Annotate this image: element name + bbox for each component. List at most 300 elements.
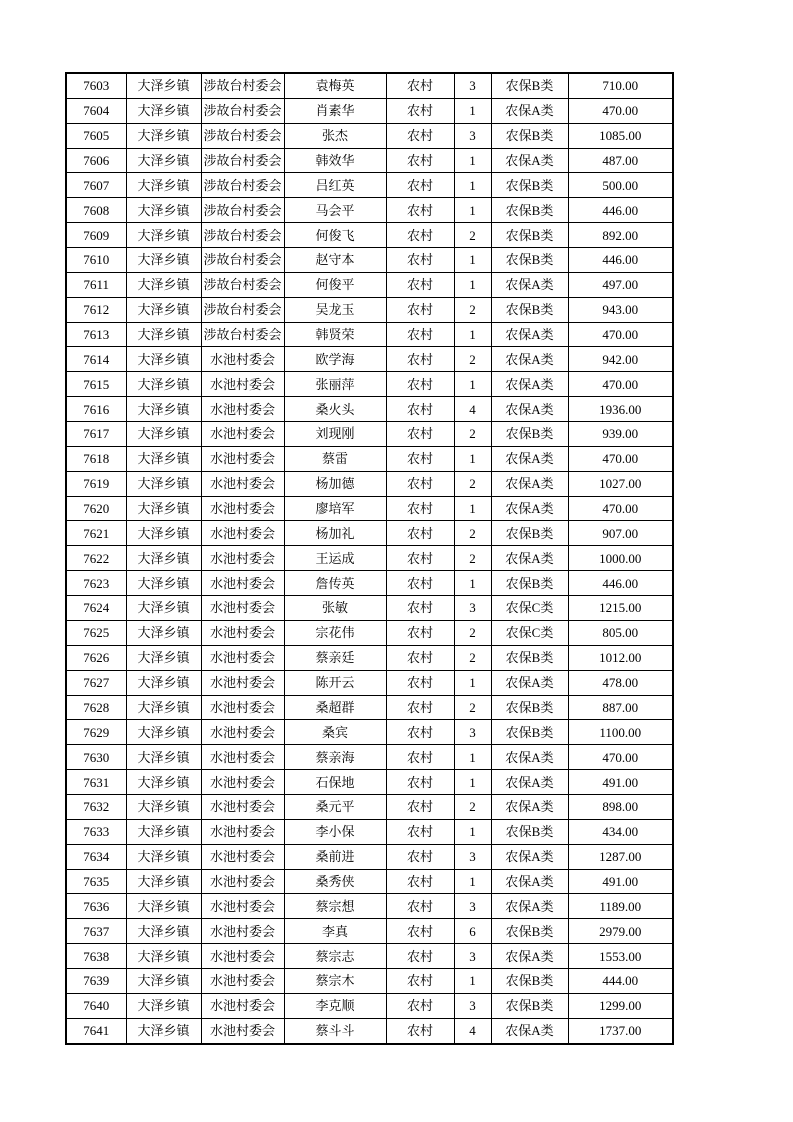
cell-name: 蔡宗志 — [284, 944, 386, 969]
cell-town: 大泽乡镇 — [126, 272, 201, 297]
cell-name: 张敏 — [284, 596, 386, 621]
cell-id: 7613 — [66, 322, 126, 347]
cell-id: 7625 — [66, 620, 126, 645]
cell-type: 农村 — [386, 695, 454, 720]
cell-count: 2 — [454, 620, 491, 645]
cell-category: 农保A类 — [491, 1018, 568, 1044]
cell-type: 农村 — [386, 248, 454, 273]
cell-village: 水池村委会 — [201, 720, 284, 745]
cell-town: 大泽乡镇 — [126, 148, 201, 173]
cell-id: 7612 — [66, 297, 126, 322]
cell-amount: 446.00 — [568, 198, 673, 223]
cell-type: 农村 — [386, 770, 454, 795]
cell-count: 1 — [454, 869, 491, 894]
cell-count: 1 — [454, 98, 491, 123]
cell-town: 大泽乡镇 — [126, 98, 201, 123]
cell-town: 大泽乡镇 — [126, 571, 201, 596]
table-row — [66, 446, 673, 471]
cell-category: 农保A类 — [491, 745, 568, 770]
table-body — [66, 73, 673, 1044]
cell-village: 水池村委会 — [201, 695, 284, 720]
cell-count: 1 — [454, 670, 491, 695]
cell-town: 大泽乡镇 — [126, 471, 201, 496]
cell-amount: 491.00 — [568, 770, 673, 795]
table-row — [66, 322, 673, 347]
cell-town: 大泽乡镇 — [126, 1018, 201, 1044]
cell-type: 农村 — [386, 596, 454, 621]
cell-id: 7624 — [66, 596, 126, 621]
table-row — [66, 645, 673, 670]
cell-town: 大泽乡镇 — [126, 620, 201, 645]
cell-count: 1 — [454, 446, 491, 471]
cell-type: 农村 — [386, 471, 454, 496]
cell-type: 农村 — [386, 968, 454, 993]
cell-town: 大泽乡镇 — [126, 819, 201, 844]
cell-town: 大泽乡镇 — [126, 968, 201, 993]
cell-village: 水池村委会 — [201, 571, 284, 596]
cell-name: 李真 — [284, 919, 386, 944]
cell-category: 农保B类 — [491, 297, 568, 322]
cell-type: 农村 — [386, 819, 454, 844]
cell-town: 大泽乡镇 — [126, 993, 201, 1018]
cell-name: 杨加礼 — [284, 521, 386, 546]
cell-amount: 943.00 — [568, 297, 673, 322]
cell-amount: 2979.00 — [568, 919, 673, 944]
cell-name: 何俊平 — [284, 272, 386, 297]
cell-amount: 470.00 — [568, 322, 673, 347]
cell-village: 水池村委会 — [201, 745, 284, 770]
cell-village: 涉故台村委会 — [201, 223, 284, 248]
cell-count: 3 — [454, 720, 491, 745]
cell-type: 农村 — [386, 869, 454, 894]
cell-category: 农保B类 — [491, 521, 568, 546]
cell-category: 农保A类 — [491, 471, 568, 496]
cell-village: 水池村委会 — [201, 770, 284, 795]
cell-amount: 1215.00 — [568, 596, 673, 621]
cell-name: 马会平 — [284, 198, 386, 223]
cell-town: 大泽乡镇 — [126, 297, 201, 322]
cell-village: 水池村委会 — [201, 521, 284, 546]
cell-name: 李小保 — [284, 819, 386, 844]
cell-town: 大泽乡镇 — [126, 546, 201, 571]
cell-name: 詹传英 — [284, 571, 386, 596]
cell-village: 涉故台村委会 — [201, 322, 284, 347]
table-row — [66, 670, 673, 695]
cell-name: 桑元平 — [284, 794, 386, 819]
cell-village: 水池村委会 — [201, 372, 284, 397]
cell-type: 农村 — [386, 173, 454, 198]
cell-type: 农村 — [386, 571, 454, 596]
table-row — [66, 546, 673, 571]
cell-category: 农保A类 — [491, 794, 568, 819]
cell-category: 农保C类 — [491, 596, 568, 621]
cell-amount: 434.00 — [568, 819, 673, 844]
cell-id: 7615 — [66, 372, 126, 397]
cell-name: 欧学海 — [284, 347, 386, 372]
cell-type: 农村 — [386, 397, 454, 422]
cell-type: 农村 — [386, 496, 454, 521]
cell-amount: 491.00 — [568, 869, 673, 894]
cell-id: 7606 — [66, 148, 126, 173]
cell-village: 水池村委会 — [201, 496, 284, 521]
table-row — [66, 993, 673, 1018]
cell-village: 水池村委会 — [201, 347, 284, 372]
cell-count: 3 — [454, 993, 491, 1018]
table-row — [66, 471, 673, 496]
cell-village: 水池村委会 — [201, 1018, 284, 1044]
cell-count: 4 — [454, 1018, 491, 1044]
cell-town: 大泽乡镇 — [126, 422, 201, 447]
cell-category: 农保A类 — [491, 894, 568, 919]
table-row — [66, 944, 673, 969]
cell-id: 7605 — [66, 123, 126, 148]
cell-count: 2 — [454, 223, 491, 248]
table-row — [66, 198, 673, 223]
table-row — [66, 745, 673, 770]
cell-type: 农村 — [386, 372, 454, 397]
cell-village: 涉故台村委会 — [201, 73, 284, 98]
cell-amount: 470.00 — [568, 496, 673, 521]
cell-name: 蔡宗木 — [284, 968, 386, 993]
cell-town: 大泽乡镇 — [126, 446, 201, 471]
cell-name: 何俊飞 — [284, 223, 386, 248]
cell-id: 7638 — [66, 944, 126, 969]
cell-amount: 470.00 — [568, 372, 673, 397]
cell-village: 涉故台村委会 — [201, 173, 284, 198]
cell-amount: 478.00 — [568, 670, 673, 695]
cell-category: 农保B类 — [491, 73, 568, 98]
cell-category: 农保B类 — [491, 645, 568, 670]
cell-category: 农保B类 — [491, 695, 568, 720]
cell-village: 水池村委会 — [201, 944, 284, 969]
cell-village: 水池村委会 — [201, 422, 284, 447]
cell-category: 农保A类 — [491, 944, 568, 969]
cell-town: 大泽乡镇 — [126, 919, 201, 944]
cell-amount: 1189.00 — [568, 894, 673, 919]
cell-id: 7628 — [66, 695, 126, 720]
cell-name: 张杰 — [284, 123, 386, 148]
cell-name: 蔡雷 — [284, 446, 386, 471]
cell-name: 张丽萍 — [284, 372, 386, 397]
cell-village: 水池村委会 — [201, 670, 284, 695]
cell-count: 1 — [454, 745, 491, 770]
cell-count: 2 — [454, 422, 491, 447]
cell-type: 农村 — [386, 123, 454, 148]
cell-category: 农保A类 — [491, 770, 568, 795]
cell-town: 大泽乡镇 — [126, 322, 201, 347]
cell-id: 7623 — [66, 571, 126, 596]
cell-name: 王运成 — [284, 546, 386, 571]
cell-count: 3 — [454, 123, 491, 148]
cell-count: 1 — [454, 372, 491, 397]
cell-id: 7614 — [66, 347, 126, 372]
cell-name: 蔡亲海 — [284, 745, 386, 770]
table-row — [66, 422, 673, 447]
cell-village: 水池村委会 — [201, 869, 284, 894]
cell-name: 蔡亲廷 — [284, 645, 386, 670]
cell-town: 大泽乡镇 — [126, 869, 201, 894]
cell-village: 涉故台村委会 — [201, 297, 284, 322]
cell-name: 吕红英 — [284, 173, 386, 198]
cell-name: 桑火头 — [284, 397, 386, 422]
cell-amount: 446.00 — [568, 248, 673, 273]
cell-id: 7621 — [66, 521, 126, 546]
cell-category: 农保A类 — [491, 397, 568, 422]
table-row — [66, 844, 673, 869]
cell-type: 农村 — [386, 521, 454, 546]
cell-town: 大泽乡镇 — [126, 496, 201, 521]
cell-id: 7630 — [66, 745, 126, 770]
cell-type: 农村 — [386, 297, 454, 322]
cell-village: 水池村委会 — [201, 596, 284, 621]
table-row — [66, 347, 673, 372]
cell-count: 2 — [454, 471, 491, 496]
cell-name: 石保地 — [284, 770, 386, 795]
cell-count: 2 — [454, 521, 491, 546]
cell-type: 农村 — [386, 422, 454, 447]
cell-type: 农村 — [386, 272, 454, 297]
cell-amount: 1299.00 — [568, 993, 673, 1018]
cell-type: 农村 — [386, 745, 454, 770]
cell-name: 刘现刚 — [284, 422, 386, 447]
cell-amount: 500.00 — [568, 173, 673, 198]
cell-count: 3 — [454, 73, 491, 98]
cell-type: 农村 — [386, 620, 454, 645]
cell-count: 6 — [454, 919, 491, 944]
cell-category: 农保B类 — [491, 173, 568, 198]
cell-type: 农村 — [386, 446, 454, 471]
cell-village: 水池村委会 — [201, 844, 284, 869]
cell-name: 桑秀侠 — [284, 869, 386, 894]
cell-name: 蔡斗斗 — [284, 1018, 386, 1044]
cell-category: 农保A类 — [491, 272, 568, 297]
table-row — [66, 620, 673, 645]
cell-village: 水池村委会 — [201, 620, 284, 645]
cell-town: 大泽乡镇 — [126, 123, 201, 148]
cell-name: 桑超群 — [284, 695, 386, 720]
cell-amount: 939.00 — [568, 422, 673, 447]
cell-count: 1 — [454, 819, 491, 844]
cell-category: 农保A类 — [491, 496, 568, 521]
cell-town: 大泽乡镇 — [126, 670, 201, 695]
cell-id: 7610 — [66, 248, 126, 273]
table-row — [66, 98, 673, 123]
cell-town: 大泽乡镇 — [126, 347, 201, 372]
cell-id: 7603 — [66, 73, 126, 98]
cell-id: 7633 — [66, 819, 126, 844]
cell-name: 杨加德 — [284, 471, 386, 496]
cell-town: 大泽乡镇 — [126, 695, 201, 720]
cell-town: 大泽乡镇 — [126, 198, 201, 223]
cell-category: 农保B类 — [491, 422, 568, 447]
cell-count: 4 — [454, 397, 491, 422]
table-row — [66, 223, 673, 248]
cell-count: 1 — [454, 968, 491, 993]
cell-village: 涉故台村委会 — [201, 123, 284, 148]
cell-town: 大泽乡镇 — [126, 73, 201, 98]
cell-category: 农保B类 — [491, 198, 568, 223]
cell-id: 7627 — [66, 670, 126, 695]
cell-category: 农保A类 — [491, 446, 568, 471]
cell-category: 农保A类 — [491, 98, 568, 123]
cell-count: 1 — [454, 248, 491, 273]
table-row — [66, 571, 673, 596]
cell-name: 韩贤荣 — [284, 322, 386, 347]
cell-id: 7626 — [66, 645, 126, 670]
cell-id: 7618 — [66, 446, 126, 471]
cell-count: 2 — [454, 794, 491, 819]
table-row — [66, 720, 673, 745]
cell-village: 水池村委会 — [201, 894, 284, 919]
cell-id: 7637 — [66, 919, 126, 944]
cell-name: 蔡宗想 — [284, 894, 386, 919]
cell-town: 大泽乡镇 — [126, 248, 201, 273]
cell-village: 水池村委会 — [201, 968, 284, 993]
cell-category: 农保B类 — [491, 571, 568, 596]
cell-id: 7622 — [66, 546, 126, 571]
cell-count: 1 — [454, 272, 491, 297]
cell-count: 2 — [454, 645, 491, 670]
cell-category: 农保A类 — [491, 869, 568, 894]
cell-count: 1 — [454, 770, 491, 795]
cell-village: 涉故台村委会 — [201, 198, 284, 223]
cell-id: 7631 — [66, 770, 126, 795]
pension-roster-table — [65, 72, 674, 1045]
cell-count: 1 — [454, 496, 491, 521]
cell-town: 大泽乡镇 — [126, 770, 201, 795]
cell-village: 水池村委会 — [201, 819, 284, 844]
cell-type: 农村 — [386, 546, 454, 571]
table-row — [66, 73, 673, 98]
cell-town: 大泽乡镇 — [126, 372, 201, 397]
cell-type: 农村 — [386, 198, 454, 223]
cell-category: 农保B类 — [491, 248, 568, 273]
cell-type: 农村 — [386, 944, 454, 969]
cell-village: 水池村委会 — [201, 919, 284, 944]
cell-count: 1 — [454, 173, 491, 198]
cell-name: 桑宾 — [284, 720, 386, 745]
cell-amount: 1027.00 — [568, 471, 673, 496]
cell-village: 水池村委会 — [201, 397, 284, 422]
table-row — [66, 869, 673, 894]
table-row — [66, 372, 673, 397]
cell-amount: 1737.00 — [568, 1018, 673, 1044]
cell-name: 李克顺 — [284, 993, 386, 1018]
cell-id: 7617 — [66, 422, 126, 447]
cell-id: 7629 — [66, 720, 126, 745]
cell-town: 大泽乡镇 — [126, 794, 201, 819]
table-row — [66, 496, 673, 521]
cell-amount: 470.00 — [568, 98, 673, 123]
cell-town: 大泽乡镇 — [126, 173, 201, 198]
table-row — [66, 919, 673, 944]
cell-amount: 1085.00 — [568, 123, 673, 148]
cell-type: 农村 — [386, 148, 454, 173]
cell-amount: 710.00 — [568, 73, 673, 98]
cell-count: 2 — [454, 546, 491, 571]
cell-village: 涉故台村委会 — [201, 148, 284, 173]
cell-category: 农保B类 — [491, 223, 568, 248]
table-row — [66, 521, 673, 546]
cell-id: 7608 — [66, 198, 126, 223]
table-row — [66, 596, 673, 621]
cell-amount: 887.00 — [568, 695, 673, 720]
cell-amount: 470.00 — [568, 745, 673, 770]
table-row — [66, 794, 673, 819]
cell-id: 7619 — [66, 471, 126, 496]
cell-village: 水池村委会 — [201, 645, 284, 670]
cell-id: 7634 — [66, 844, 126, 869]
cell-type: 农村 — [386, 794, 454, 819]
cell-name: 赵守本 — [284, 248, 386, 273]
cell-count: 1 — [454, 148, 491, 173]
cell-category: 农保B类 — [491, 993, 568, 1018]
cell-town: 大泽乡镇 — [126, 223, 201, 248]
cell-category: 农保A类 — [491, 148, 568, 173]
cell-town: 大泽乡镇 — [126, 645, 201, 670]
cell-id: 7635 — [66, 869, 126, 894]
cell-amount: 805.00 — [568, 620, 673, 645]
cell-village: 水池村委会 — [201, 993, 284, 1018]
cell-town: 大泽乡镇 — [126, 745, 201, 770]
cell-count: 1 — [454, 322, 491, 347]
cell-id: 7632 — [66, 794, 126, 819]
cell-type: 农村 — [386, 645, 454, 670]
table-row — [66, 397, 673, 422]
cell-village: 涉故台村委会 — [201, 98, 284, 123]
cell-town: 大泽乡镇 — [126, 894, 201, 919]
cell-amount: 444.00 — [568, 968, 673, 993]
cell-town: 大泽乡镇 — [126, 944, 201, 969]
cell-count: 1 — [454, 198, 491, 223]
cell-category: 农保B类 — [491, 123, 568, 148]
table-row — [66, 968, 673, 993]
table-row — [66, 272, 673, 297]
cell-count: 3 — [454, 894, 491, 919]
cell-id: 7641 — [66, 1018, 126, 1044]
cell-amount: 1012.00 — [568, 645, 673, 670]
cell-count: 2 — [454, 297, 491, 322]
cell-town: 大泽乡镇 — [126, 521, 201, 546]
cell-name: 肖素华 — [284, 98, 386, 123]
cell-type: 农村 — [386, 1018, 454, 1044]
cell-category: 农保B类 — [491, 919, 568, 944]
cell-id: 7609 — [66, 223, 126, 248]
cell-id: 7620 — [66, 496, 126, 521]
cell-category: 农保A类 — [491, 546, 568, 571]
cell-count: 2 — [454, 347, 491, 372]
cell-type: 农村 — [386, 347, 454, 372]
cell-name: 宗花伟 — [284, 620, 386, 645]
cell-name: 廖培军 — [284, 496, 386, 521]
cell-id: 7640 — [66, 993, 126, 1018]
cell-town: 大泽乡镇 — [126, 397, 201, 422]
cell-village: 涉故台村委会 — [201, 272, 284, 297]
cell-name: 陈开云 — [284, 670, 386, 695]
cell-type: 农村 — [386, 73, 454, 98]
cell-amount: 898.00 — [568, 794, 673, 819]
cell-id: 7611 — [66, 272, 126, 297]
cell-village: 水池村委会 — [201, 471, 284, 496]
table-row — [66, 148, 673, 173]
cell-amount: 1100.00 — [568, 720, 673, 745]
cell-type: 农村 — [386, 322, 454, 347]
cell-id: 7616 — [66, 397, 126, 422]
cell-category: 农保B类 — [491, 720, 568, 745]
cell-id: 7604 — [66, 98, 126, 123]
cell-amount: 1553.00 — [568, 944, 673, 969]
cell-village: 涉故台村委会 — [201, 248, 284, 273]
